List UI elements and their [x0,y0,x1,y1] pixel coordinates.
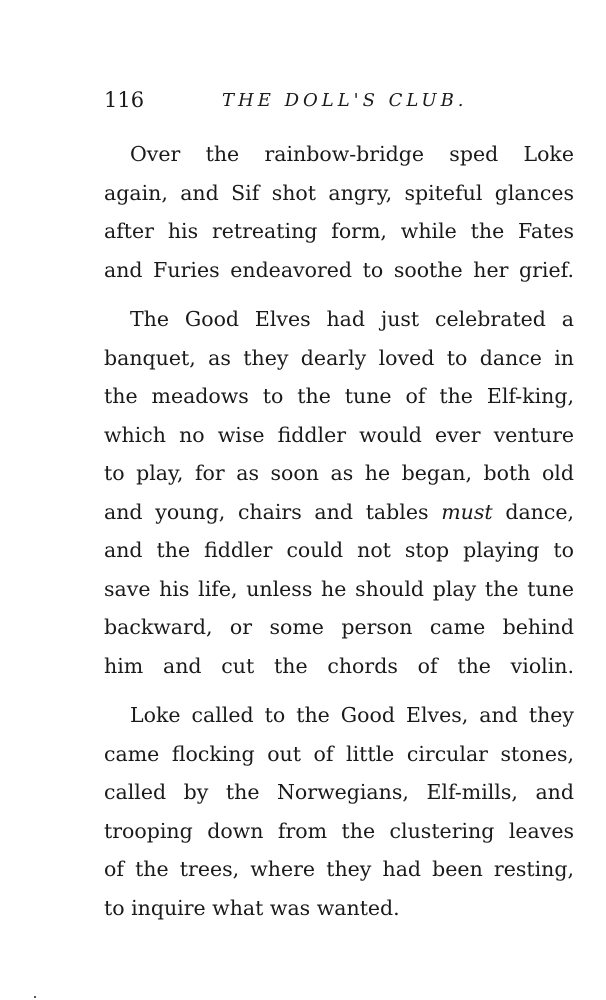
text-line: trooping down from the clustering leaves [104,818,574,843]
running-title: THE DOLL'S CLUB. [222,90,468,111]
text-line: banquet, as they dearly loved to dance in [104,345,574,370]
text-line: to inquire what was wanted. [104,895,400,920]
text-line: the meadows to the tune of the Elf-king, [104,384,574,408]
page-number: 116 [104,88,145,112]
paragraph-3 [104,696,574,927]
text-line: and Furies endeavored to soothe her grief. [104,257,574,282]
text-line: again, and Sif shot angry, spiteful glances [104,180,574,205]
text-line: came flocking out of little circular stones, [104,741,574,766]
text-line: to play, for as soon as he began, both old [104,461,574,485]
text-line: Loke called to the Good Elves, and they [130,703,574,727]
text-line: him and cut the chords of the violin. [104,653,574,678]
paragraph-2 [104,300,574,685]
text-line-with-emphasis [104,493,574,532]
text-before-emphasis: and young, chairs and tables [104,499,442,524]
emphasized-word: must [441,499,493,524]
text-line: after his retreating form, while the Fates [104,219,574,243]
text-line: save his life, unless he should play the tune [104,576,574,601]
text-line: Over the rainbow-bridge sped Loke [130,142,574,166]
text-line: which no wise fiddler would ever venture [104,422,574,447]
body-text [104,135,574,927]
text-line: of the trees, where they had been resting, [104,857,574,881]
paragraph-1 [104,135,574,289]
text-line: and the fiddler could not stop playing to [104,538,574,562]
text-line: called by the Norwegians, Elf-mills, and [104,780,574,804]
text-after-emphasis: dance, [492,499,574,524]
ink-speck [34,996,36,998]
text-line: The Good Elves had just celebrated a [130,307,574,331]
text-line: backward, or some person came behind [104,615,574,639]
